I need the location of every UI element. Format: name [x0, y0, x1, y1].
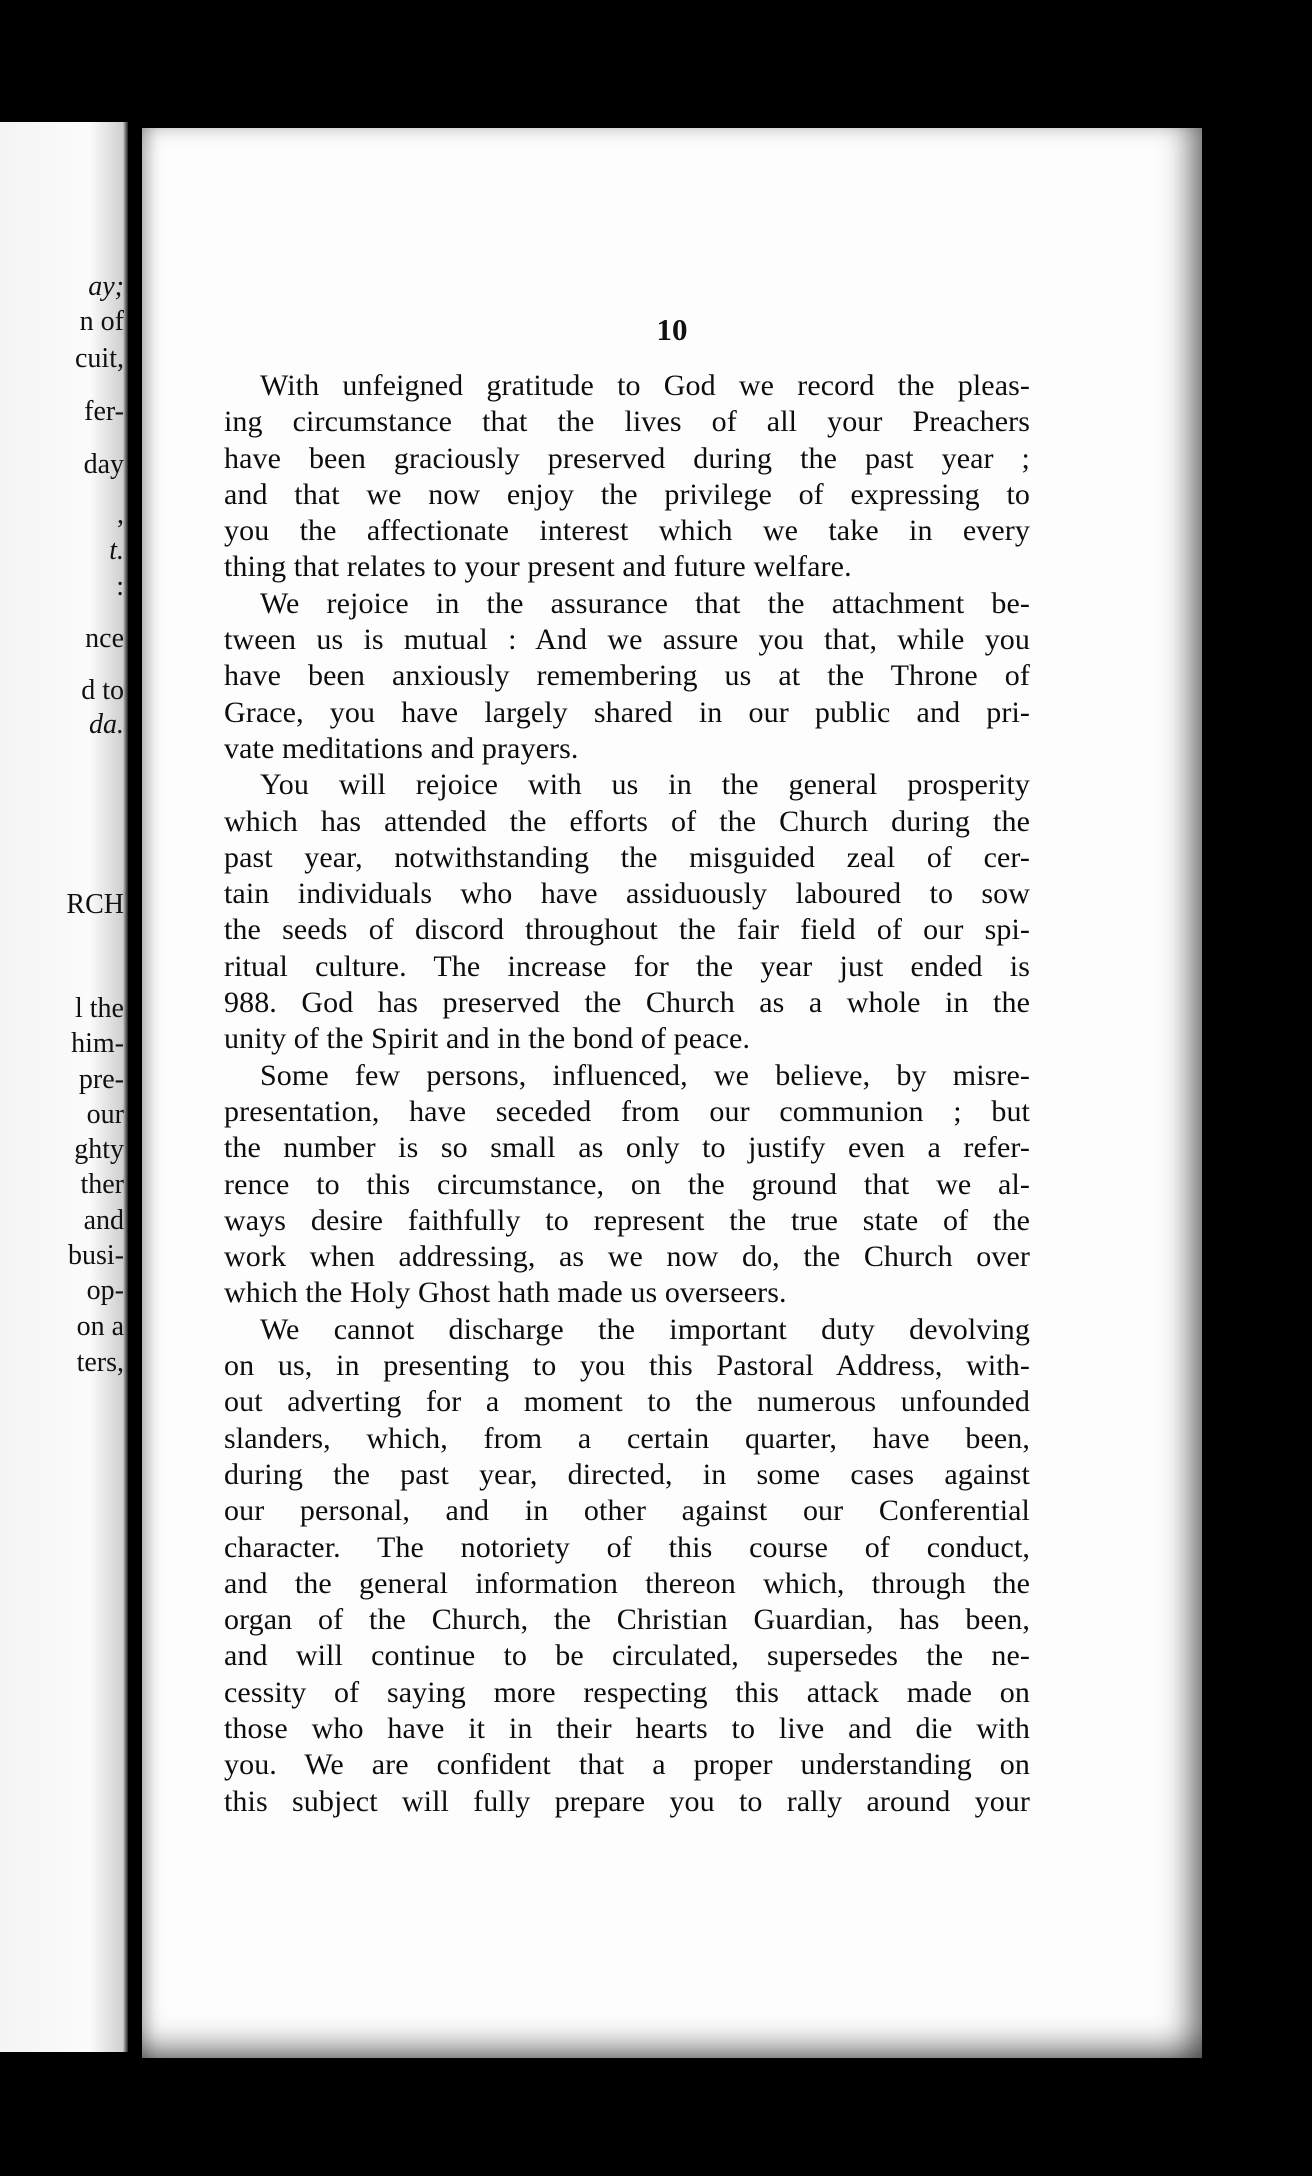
text-line: character. The notoriety of this course of conduct,: [224, 1530, 1030, 1564]
text-line: past year, notwithstanding the misguided zeal of cer-: [224, 840, 1030, 874]
previous-page-fragment: t.: [109, 535, 124, 566]
previous-page-fragment: day: [83, 449, 124, 480]
paragraph: [224, 1312, 1030, 1820]
previous-page-fragment: ther: [80, 1169, 124, 1200]
text-line: which has attended the efforts of the Church during the: [224, 804, 1030, 838]
text-line: You will rejoice with us in the general prosperity: [260, 768, 1030, 802]
text-line: the seeds of discord throughout the fair field of our spi-: [224, 913, 1030, 947]
previous-page-fragment: ters,: [76, 1347, 124, 1378]
text-line: slanders, which, from a certain quarter, have been,: [224, 1421, 1030, 1455]
text-line: our personal, and in other against our Conferential: [224, 1494, 1030, 1528]
previous-page-fragment: pre-: [78, 1064, 124, 1095]
text-line: ing circumstance that the lives of all your Preachers: [224, 405, 1030, 439]
text-line: you. We are confident that a proper understanding on: [224, 1748, 1030, 1782]
previous-page-fragment: ,: [117, 499, 124, 530]
text-line: those who have it in their hearts to live and die with: [224, 1711, 1030, 1745]
text-line: the number is so small as only to justify even a refer-: [224, 1131, 1030, 1165]
text-line: this subject will fully prepare you to rally around your: [224, 1784, 1030, 1818]
text-line: vate meditations and prayers.: [224, 731, 579, 765]
previous-page-fragment: n of: [79, 306, 124, 337]
previous-page-fragment: fer-: [84, 396, 124, 427]
previous-page-fragment: nce: [85, 623, 124, 654]
text-line: ways desire faithfully to represent the true state of the: [224, 1203, 1030, 1237]
text-line: thing that relates to your present and future welfare.: [224, 550, 852, 584]
text-line: tain individuals who have assiduously laboured to sow: [224, 877, 1030, 911]
text-line: Grace, you have largely shared in our public and pri-: [224, 695, 1030, 729]
page-body: [224, 368, 1030, 1820]
text-line: We rejoice in the assurance that the attachment be-: [260, 586, 1030, 620]
previous-page-fragment: our: [86, 1099, 124, 1130]
previous-page-fragment: RCH: [66, 889, 124, 920]
paragraph: [224, 586, 1030, 767]
text-line: and will continue to be circulated, supersedes the ne-: [224, 1639, 1030, 1673]
page-number: 10: [656, 312, 688, 347]
text-line: rence to this circumstance, on the ground that we al-: [224, 1167, 1030, 1201]
text-line: Some few persons, influenced, we believe, by misre-: [260, 1058, 1030, 1092]
previous-page-fragment: :: [116, 571, 124, 602]
text-line: cessity of saying more respecting this attack made on: [224, 1675, 1030, 1709]
text-line: which the Holy Ghost hath made us overseers.: [224, 1276, 787, 1310]
text-line: work when addressing, as we now do, the Church over: [224, 1240, 1030, 1274]
text-line: organ of the Church, the Christian Guardian, has been,: [224, 1603, 1030, 1637]
previous-page-fragment: op-: [86, 1275, 124, 1306]
text-line: during the past year, directed, in some cases against: [224, 1457, 1030, 1491]
paragraph: [224, 767, 1030, 1057]
previous-page-fragment: on a: [76, 1311, 124, 1342]
text-line: and that we now enjoy the privilege of expressing to: [224, 477, 1030, 511]
text-line: and the general information thereon which, through the: [224, 1566, 1030, 1600]
previous-page-fragment: ay;: [88, 271, 124, 302]
text-line: 988. God has preserved the Church as a whole in the: [224, 986, 1030, 1020]
previous-page-fragment: l the: [75, 993, 124, 1024]
paragraph: [224, 368, 1030, 586]
text-line: unity of the Spirit and in the bond of peace.: [224, 1022, 751, 1056]
text-line: you the affectionate interest which we take in every: [224, 514, 1030, 548]
previous-page-edge: [0, 122, 128, 2052]
previous-page-fragment: and: [83, 1205, 124, 1236]
previous-page-fragment: cuit,: [75, 343, 124, 374]
text-line: ritual culture. The increase for the year just ended is: [224, 949, 1030, 983]
paragraph: [224, 1058, 1030, 1312]
previous-page-fragment: da.: [89, 709, 124, 740]
text-line: out adverting for a moment to the numerous unfounded: [224, 1385, 1030, 1419]
previous-page-fragment: busi-: [68, 1240, 124, 1271]
text-line: have been graciously preserved during the past year ;: [224, 441, 1030, 475]
previous-page-fragment: ghty: [74, 1134, 124, 1165]
text-line: on us, in presenting to you this Pastoral Address, with-: [224, 1349, 1030, 1383]
text-line: presentation, have seceded from our communion ; but: [224, 1094, 1030, 1128]
text-line: We cannot discharge the important duty devolving: [260, 1312, 1030, 1346]
text-line: tween us is mutual : And we assure you that, while you: [224, 623, 1030, 657]
previous-page-fragment: him-: [71, 1028, 124, 1059]
book-page: [142, 128, 1202, 2058]
previous-page-fragment: d to: [81, 675, 124, 706]
text-line: have been anxiously remembering us at the Throne of: [224, 659, 1030, 693]
text-line: With unfeigned gratitude to God we record the pleas-: [260, 369, 1030, 402]
